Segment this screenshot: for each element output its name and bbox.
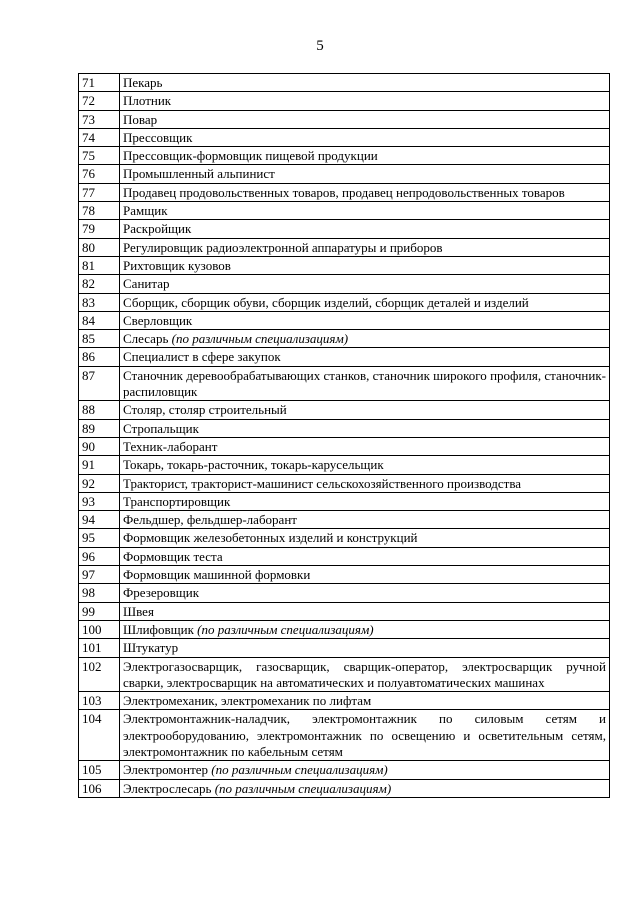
profession-name: Специалист в сфере закупок [123,349,281,365]
profession-name: Санитар [123,276,170,292]
row-number: 88 [79,401,120,419]
table-row [79,165,610,183]
profession-name: Плотник [123,93,172,109]
row-number: 75 [79,147,120,165]
row-number: 101 [79,639,120,657]
row-number: 80 [79,238,120,256]
profession-name: Электрослесарь [123,780,212,796]
profession-name-cell [120,602,610,620]
table-row [79,311,610,329]
profession-name-cell [120,779,610,797]
row-number: 94 [79,511,120,529]
profession-table [78,73,610,798]
table-row [79,492,610,510]
profession-name: Формовщик железобетонных изделий и конструкций [123,530,418,546]
specialization-note: (по различным специализациям) [171,331,349,347]
table-row [79,128,610,146]
table-row [79,110,610,128]
profession-name-cell [120,92,610,110]
row-number: 90 [79,437,120,455]
profession-name: Рихтовщик кузовов [123,257,231,273]
profession-name-cell [120,348,610,366]
table-row [79,620,610,638]
profession-name-cell [120,419,610,437]
profession-name-cell [120,165,610,183]
profession-name: Электромонтер [123,762,209,778]
profession-name: Шлифовщик [123,621,194,637]
profession-name: Тракторист, тракторист-машинист сельскохозяйственного производства [123,475,522,491]
profession-name-cell [120,256,610,274]
profession-name: Слесарь [123,331,169,347]
profession-name: Фрезеровщик [123,585,200,601]
profession-name-cell [120,437,610,455]
profession-table-body [79,74,610,798]
table-row [79,202,610,220]
profession-name-cell [120,275,610,293]
table-row [79,456,610,474]
table-row [79,547,610,565]
row-number: 95 [79,529,120,547]
profession-name-cell [120,529,610,547]
row-number: 93 [79,492,120,510]
table-row [79,584,610,602]
profession-name: Штукатур [123,640,179,656]
profession-name-cell [120,474,610,492]
row-number: 79 [79,220,120,238]
table-row [79,437,610,455]
profession-name: Техник-лаборант [123,438,218,454]
page-number: 5 [316,38,324,54]
row-number: 71 [79,74,120,92]
table-row [79,779,610,797]
profession-name: Формовщик машинной формовки [123,567,311,583]
row-number: 72 [79,92,120,110]
table-row [79,183,610,201]
profession-name: Электрогазосварщик, газосварщик, сварщик-оператор, электросварщик ручной сварки, электросварщик на автоматических и полуавтоматических машинах [123,658,606,690]
profession-name: Станочник деревообрабатывающих станков, станочник широкого профиля, станочник-распиловщик [123,367,606,400]
table-row [79,256,610,274]
profession-name: Рамщик [123,203,168,219]
profession-name: Регулировщик радиоэлектронной аппаратуры и приборов [123,239,443,255]
row-number: 77 [79,183,120,201]
table-row [79,92,610,110]
profession-name-cell [120,128,610,146]
profession-name: Стропальщик [123,420,199,436]
row-number: 81 [79,256,120,274]
table-row [79,366,610,401]
profession-name-cell [120,566,610,584]
profession-name-cell [120,366,610,401]
table-row [79,330,610,348]
profession-name: Формовщик теста [123,548,223,564]
profession-name: Сверловщик [123,312,193,328]
profession-name-cell [120,293,610,311]
table-row [79,147,610,165]
profession-name-cell [120,692,610,710]
profession-name: Транспортировщик [123,493,231,509]
profession-name-cell [120,761,610,779]
table-row [79,511,610,529]
table-row [79,220,610,238]
profession-name: Фельдшер, фельдшер-лаборант [123,512,297,528]
table-row [79,74,610,92]
profession-name-cell [120,456,610,474]
profession-name: Продавец продовольственных товаров, продавец непродовольственных товаров [123,184,565,200]
profession-name-cell [120,220,610,238]
table-row [79,401,610,419]
row-number: 92 [79,474,120,492]
profession-name-cell [120,330,610,348]
profession-name-cell [120,639,610,657]
table-row [79,602,610,620]
table-row [79,419,610,437]
profession-name-cell [120,511,610,529]
row-number: 74 [79,128,120,146]
row-number: 87 [79,366,120,401]
table-row [79,657,610,692]
specialization-note: (по различным специализациям) [214,780,392,796]
row-number: 73 [79,110,120,128]
profession-name-cell [120,202,610,220]
row-number: 97 [79,566,120,584]
row-number: 83 [79,293,120,311]
profession-name: Сборщик, сборщик обуви, сборщик изделий, сборщик деталей и изделий [123,294,529,310]
specialization-note: (по различным специализациям) [211,762,388,778]
profession-name: Промышленный альпинист [123,166,275,182]
table-row [79,238,610,256]
profession-name-cell [120,311,610,329]
profession-name-cell [120,657,610,692]
profession-name: Раскройщик [123,221,192,237]
table-row [79,692,610,710]
specialization-note: (по различным специализациям) [197,621,374,637]
table-row [79,348,610,366]
table-row [79,275,610,293]
profession-name-cell [120,547,610,565]
row-number: 102 [79,657,120,692]
table-row [79,639,610,657]
table-row [79,710,610,761]
profession-name-cell [120,238,610,256]
table-row [79,761,610,779]
profession-name: Повар [123,111,158,127]
profession-name: Столяр, столяр строительный [123,402,287,418]
row-number: 96 [79,547,120,565]
row-number: 89 [79,419,120,437]
row-number: 103 [79,692,120,710]
table-row [79,293,610,311]
table-row [79,566,610,584]
table-row [79,474,610,492]
profession-name: Швея [123,603,154,619]
row-number: 76 [79,165,120,183]
row-number: 82 [79,275,120,293]
profession-name-cell [120,183,610,201]
table-row [79,529,610,547]
row-number: 78 [79,202,120,220]
profession-name: Пекарь [123,75,163,90]
profession-name-cell [120,110,610,128]
profession-name: Токарь, токарь-расточник, токарь-карусельщик [123,457,384,473]
row-number: 91 [79,456,120,474]
profession-name-cell [120,710,610,761]
row-number: 98 [79,584,120,602]
profession-name-cell [120,584,610,602]
row-number: 106 [79,779,120,797]
row-number: 99 [79,602,120,620]
profession-name-cell [120,401,610,419]
profession-name-cell [120,74,610,92]
profession-name: Прессовщик [123,129,193,145]
row-number: 104 [79,710,120,761]
profession-name-cell [120,147,610,165]
row-number: 86 [79,348,120,366]
profession-name: Электромеханик, электромеханик по лифтам [123,693,372,709]
row-number: 84 [79,311,120,329]
profession-name: Электромонтажник-наладчик, электромонтажник по силовым сетям и электрооборудованию, электромонтажник по освещению и осветительным сетям, электромонтажник по кабельным сетям [123,711,606,759]
row-number: 85 [79,330,120,348]
profession-name-cell [120,620,610,638]
row-number: 100 [79,620,120,638]
profession-name-cell [120,492,610,510]
row-number: 105 [79,761,120,779]
profession-name: Прессовщик-формовщик пищевой продукции [123,148,378,164]
